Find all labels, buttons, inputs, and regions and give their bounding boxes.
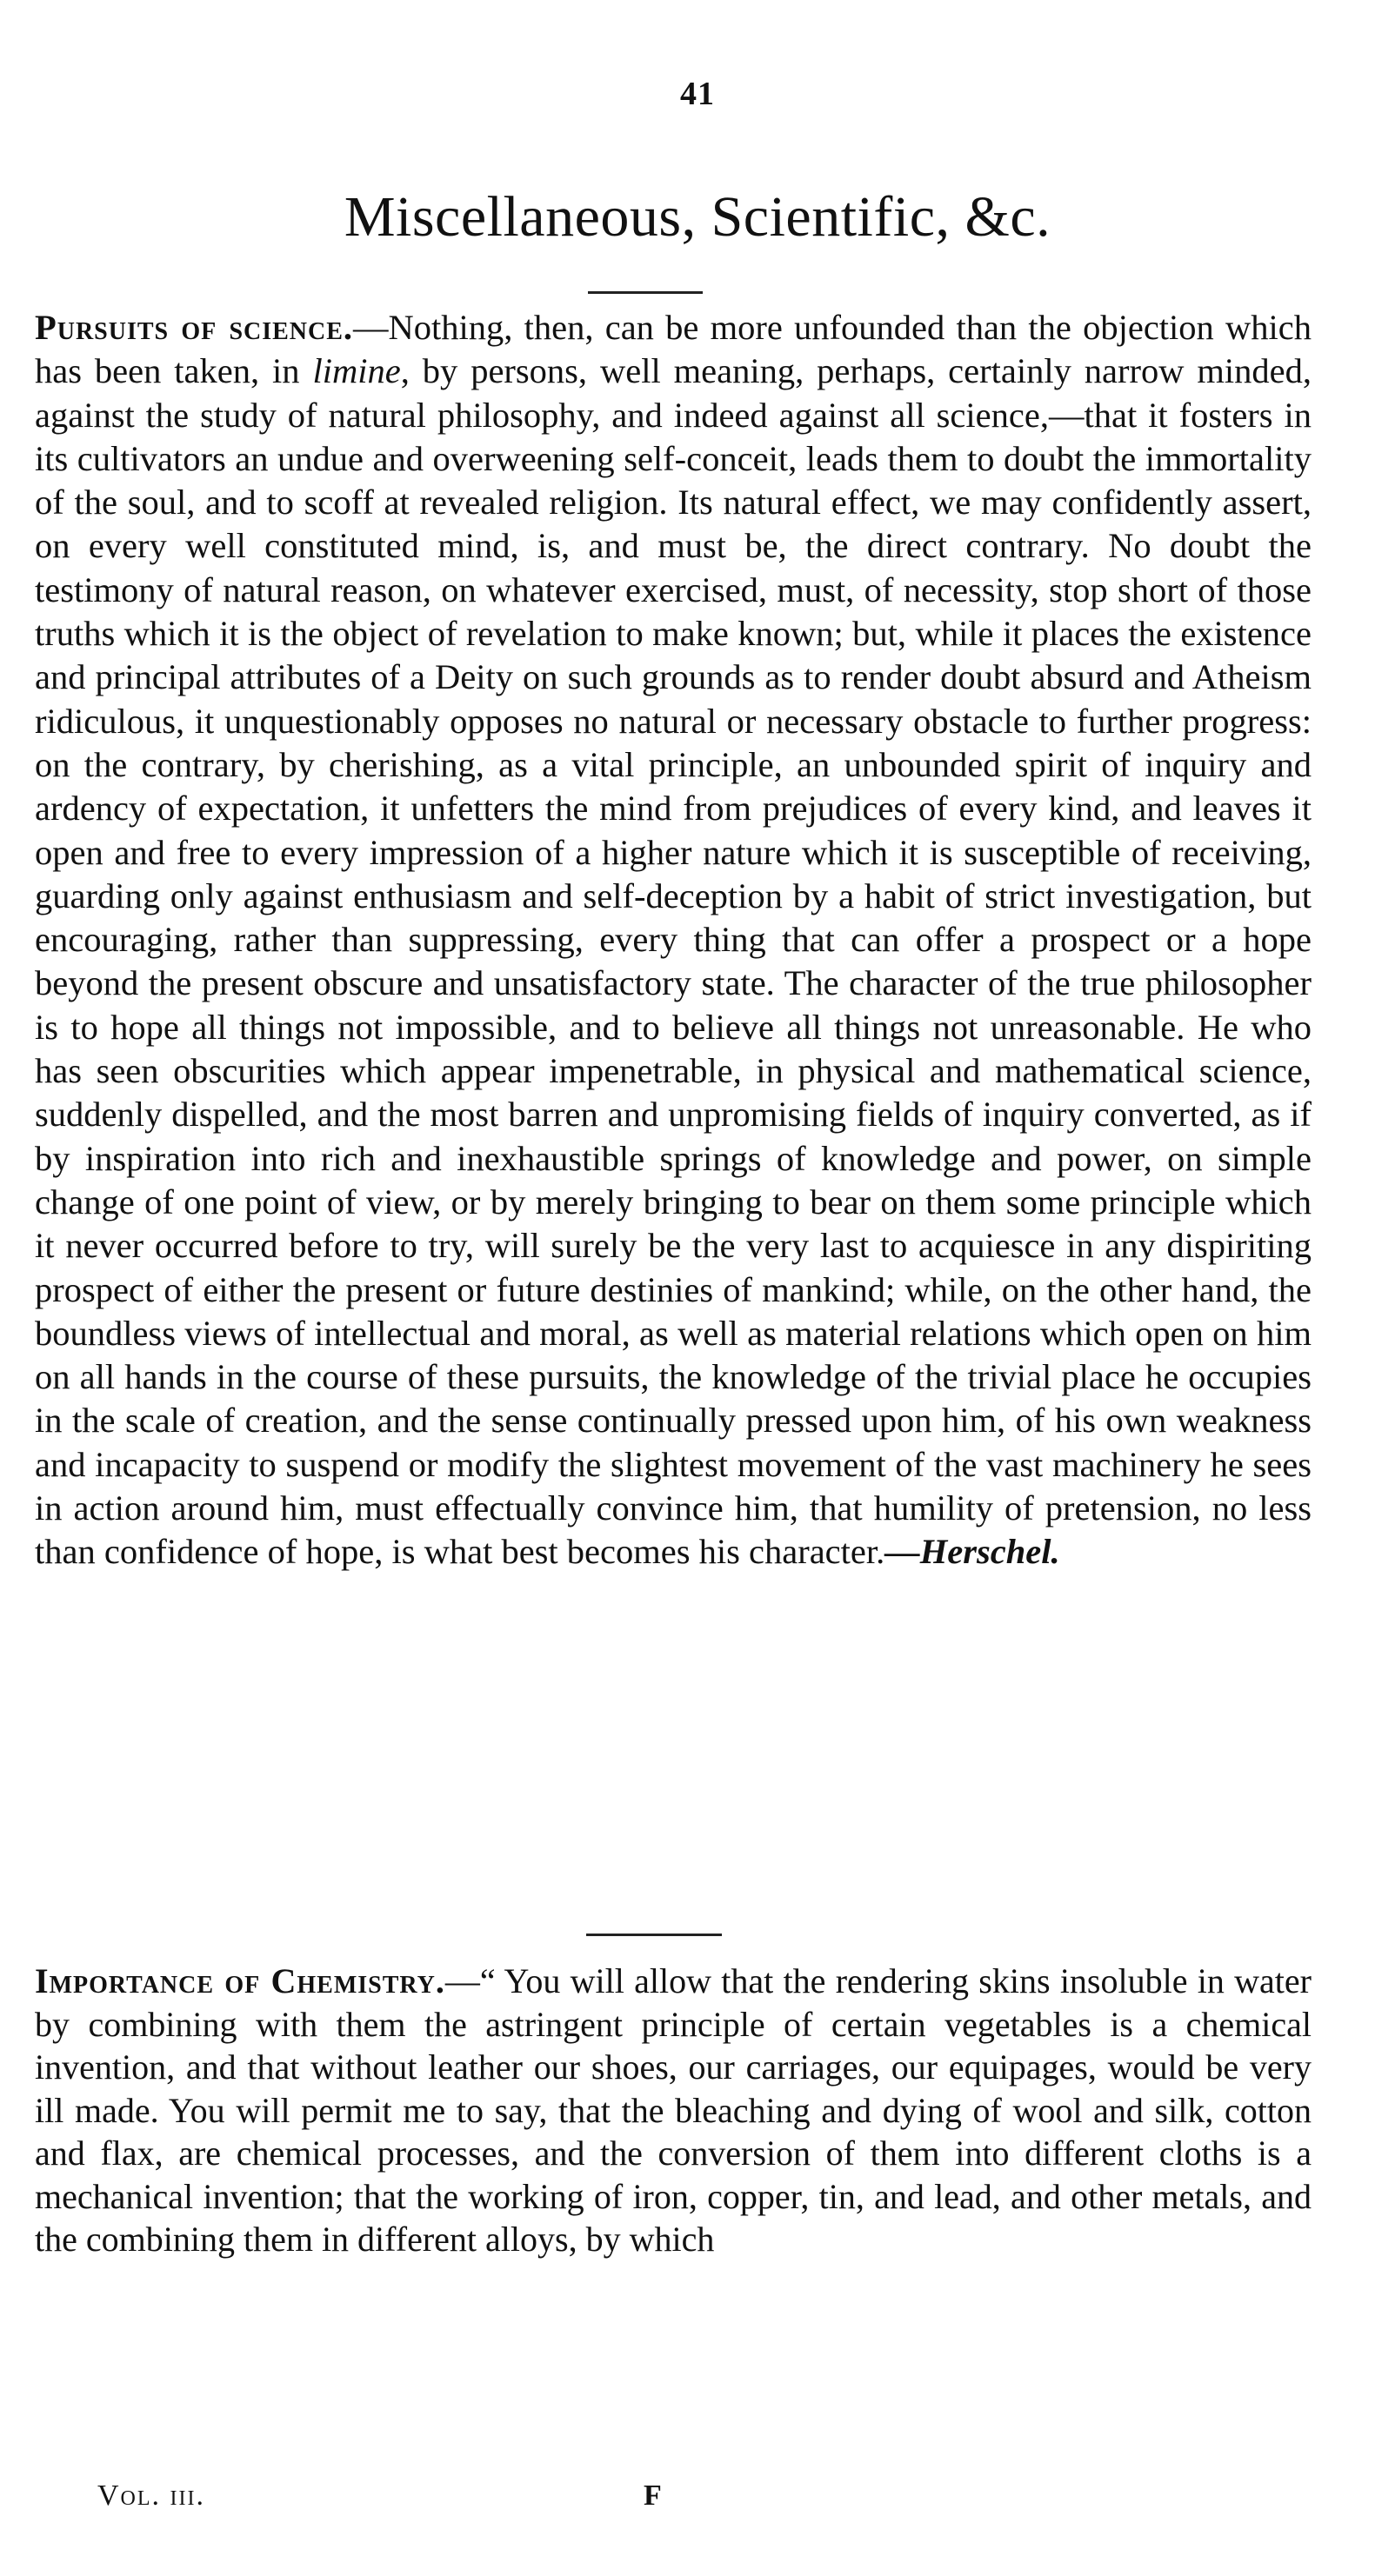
article-attribution: —Herschel. — [884, 1532, 1060, 1572]
article-divider — [586, 1934, 722, 1936]
volume-label: Vol. iii. — [97, 2479, 206, 2512]
signature-mark: F — [644, 2479, 662, 2512]
article-text-continued: , by persons, well meaning, perhaps, certainly narrow minded, against the study of natural philosophy, and indeed against all science,—that it fosters in its cultivators an undue and overweening self-conceit, leads them to doubt the immortality of the soul, and to scoff at revealed religion. Its natural effect, we may confidently assert, on every well constituted mind, is, and must be, the direct contrary. No doubt the testimony of natural reason, on whatever exercised, must, of necessity, stop short of those truths which it is the object of revelation to make known; but, while it places the existence and principal attributes of a Deity on such grounds as to render doubt absurd and Atheism ridiculous, it unquestionably opposes no natural or necessary obstacle to further progress: on the contrary, by cherishing, as a vital principle, an unbounded spirit of inquiry and ardency of expectation, it unfetters the mind from prejudices of every kind, and leaves it open and free to every impression of a higher nature which it is susceptible of receiving, guarding only against enthusiasm and self-deception by a habit of strict investigation, but encouraging, rather than suppressing, every thing that can offer a prospect or a hope beyond the present obscure and unsatisfactory state. The character of the true philosopher is to hope all things not impossible, and to believe all things not unreasonable. He who has seen obscurities which appear impenetrable, in physical and mathematical science, suddenly dispelled, and the most barren and unpromising fields of inquiry converted, as if by inspiration into rich and inexhaustible springs of knowledge and power, on simple change of one point of view, or by merely bringing to bear on them some principle which it never occurred before to try, will surely be the very last to acquiesce in any dispiriting prospect of either the present or future destinies of mankind; while, on the other hand, the boundless views of intellectual and moral, as well as material relations which open on him on all hands in the course of these pursuits, the knowledge of the trivial place he occupies in the scale of creation, and the sense continually pressed upon him, of his own weakness and incapacity to suspend or modify the slightest movement of the vast machinery he sees in action around him, must effectually convince him, that humility of pretension, no less than confidence of hope, is what best becomes his character. — [35, 351, 1312, 1572]
article-paragraph — [35, 306, 1312, 1574]
article-heading: Pursuits of science. — [35, 308, 354, 347]
article-text: —Nothing, then, can be more unfounded than the objection which has been taken, in — [35, 308, 1312, 391]
article-text: —“ You will allow that the rendering skins insoluble in water by combining with them the astringent principle of certain vegetables is a chemical invention, and that without leather our shoes, our carriages, our equipages, would be very ill made. You will permit me to say, that the bleaching and dying of wool and silk, cotton and flax, are chemical processes, and the conversion of them into different cloths is a mechanical invention; that the working of iron, copper, tin, and lead, and other metals, and the combining them in different alloys, by which — [35, 1961, 1312, 2259]
section-title: Miscellaneous, Scientific, &c. — [344, 185, 1051, 249]
article-pursuits-of-science — [35, 306, 1312, 1574]
article-emphasis: limine — [312, 351, 401, 391]
page-number: 41 — [680, 76, 715, 112]
page-footer — [97, 2479, 1315, 2523]
title-divider — [588, 291, 703, 294]
article-importance-of-chemistry — [35, 1960, 1312, 2261]
article-heading: Importance of Chemistry. — [35, 1961, 445, 2000]
article-paragraph — [35, 1960, 1312, 2261]
